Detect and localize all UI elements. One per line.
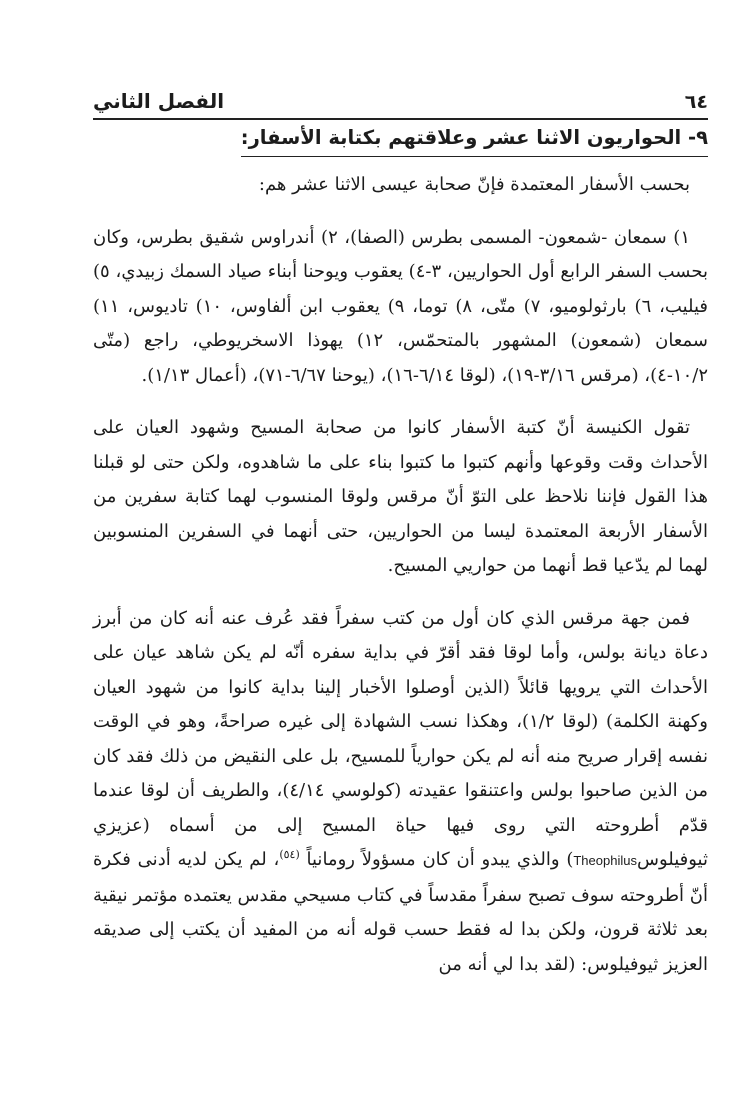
running-header <box>93 82 708 120</box>
section-heading: ٩- الحواريون الاثنا عشر وعلاقتهم بكتابة الأسفار: <box>241 122 708 157</box>
page-number: ٦٤ <box>684 91 708 113</box>
body-text <box>93 168 708 982</box>
paragraph-intro: بحسب الأسفار المعتمدة فإنّ صحابة عيسى الاثنا عشر هم: <box>258 174 690 195</box>
latin-name-theophilus: Theophilus <box>573 853 637 868</box>
paragraph-apostles-list: ١) سمعان -شمعون- المسمى بطرس (الصفا)، ٢) أندراوس شقيق بطرس، وكان بحسب السفر الرابع أول الحواريين، ٣-٤) يعقوب ويوحنا أبناء صياد السمك زبيدي، ٥) فيليب، ٦) بارثولوميو، ٧) متّى، ٨) توما، ٩) يعقوب ابن ألفاوس، ١٠) تاديوس، ١١) سمعان (شمعون) المشهور بالمتحمّس، ١٢) يهوذا الاسخريوطي، راجع (متّى ١٠/٢-٤)، (مرقس ٣/١٦-١٩)، (لوقا ٦/١٤-١٦)، (يوحنا ٦/٦٧-٧١)، (أعمال ١/١٣). <box>93 226 708 386</box>
footnote-ref[interactable]: (٥٤) <box>279 848 300 861</box>
paragraph-church-claim: تقول الكنيسة أنّ كتبة الأسفار كانوا من صحابة المسيح وشهود العيان على الأحداث وقت وقوعها وأنهم كتبوا ما كتبوا بناء على ما شاهدوه، ولكن حتى لو قبلنا هذا القول فإننا نلاحظ على التوّ أنّ مرقس ولوقا المنسوب لهما كتابة سفرين من الأسفار الأربعة المعتمدة ليسا من الحواريين، حتى أنهما في السفرين المنسوبين لهما لم يدّعيا قط أنهما من حواريي المسيح. <box>93 417 708 576</box>
paragraph-mark-luke: فمن جهة مرقس الذي كان أول من كتب سفراً فقد عُرف عنه أنه كان من أبرز دعاة ديانة بولس، وأما لوقا فقد أقرّ في بداية سفره أنّه لم يكن شاهد عيان على الأحداث التي يرويها قائلاً (الذين أوصلوا الأخبار إلينا بداية كانوا من شهود العيان وكهنة الكلمة) (لوقا ١/٢)، وهكذا نسب الشهادة إلى غيره صراحةً، وهو في الوقت نفسه إقرار صريح منه أنه لم يكن حوارياً للمسيح، بل على النقيض من ذلك فقد كان من الذين صاحبوا بولس واعتنقوا عقيدته (كولوسي ٤/١٤)، والطريف أن لوقا عندما قدّم أطروحته التي روى فيها حياة المسيح إلى من أسماه (عزيزي ثيوفيلوسTheophilus) والذي يبدو أن كان مسؤولاً رومانياً $^{(٥٤)}$، لم يكن لديه أدنى فكرة أنّ أطروحته سوف تصبح سفراً مقدساً في كتاب مسيحي مقدس يعتمده مؤتمر نيقية بعد ثلاثة قرون، ولكن بدا له فقط حسب قوله أنه من المفيد أن يكتب إلى صديقه العزيز ثيوفيلوس: (لقد بدا لي أنه من <box>93 607 709 975</box>
chapter-title: الفصل الثاني <box>93 89 225 113</box>
